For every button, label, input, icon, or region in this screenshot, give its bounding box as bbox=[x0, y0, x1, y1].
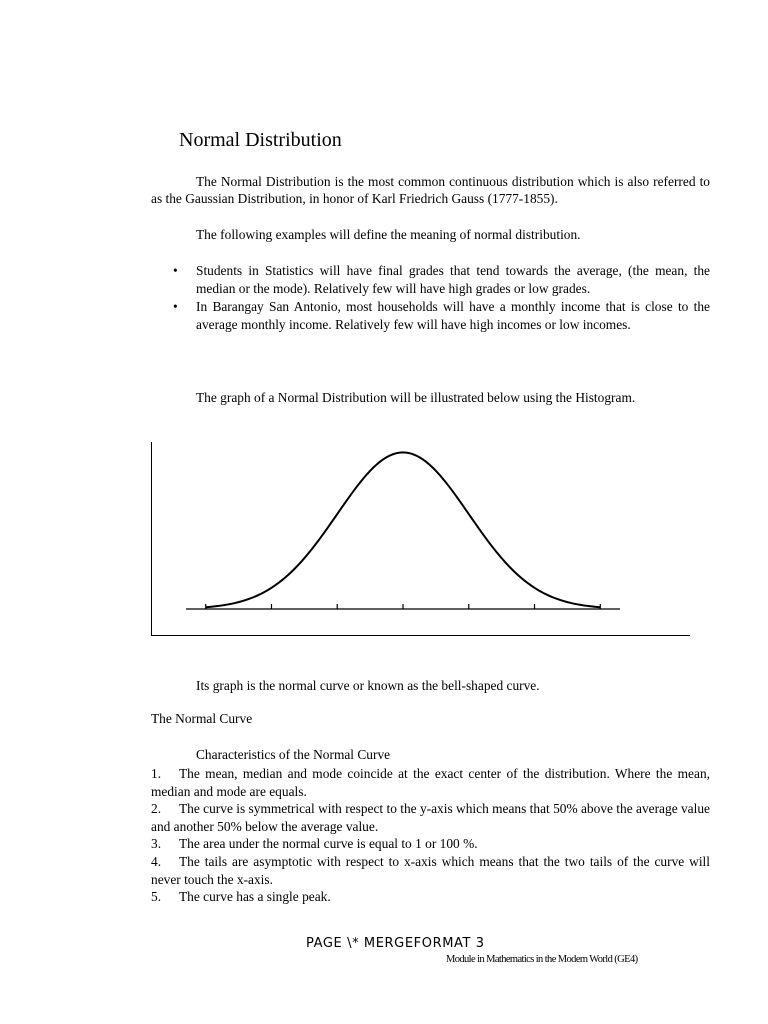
list-item bbox=[151, 853, 710, 888]
intro-paragraph: The Normal Distribution is the most common continuous distribution which is also referred to as the Gaussian Distribution, in honor of Karl Friedrich Gauss (1777-1855). bbox=[151, 174, 710, 206]
item-number: 3. bbox=[151, 836, 162, 852]
characteristics-heading: Characteristics of the Normal Curve bbox=[196, 747, 391, 762]
list-item bbox=[151, 765, 710, 800]
list-item bbox=[151, 298, 710, 333]
section-title: The Normal Curve bbox=[151, 711, 253, 726]
item-text: The mean, median and mode coincide at the exact center of the distribution. Where the mean, median and mode are equals. bbox=[151, 766, 710, 799]
example-text: Students in Statistics will have final grades that tend towards the average, (the mean, the median or the mode). Relatively few will have high grades or low grades. bbox=[196, 263, 710, 296]
list-item bbox=[151, 888, 710, 906]
tick-group bbox=[206, 604, 601, 609]
examples-lead-paragraph: The following examples will define the meaning of normal distribution. bbox=[196, 227, 581, 242]
list-item bbox=[151, 800, 710, 835]
bell-curve bbox=[206, 452, 601, 607]
item-number: 5. bbox=[151, 889, 162, 905]
item-text: The tails are asymptotic with respect to x-axis which means that the two tails of the curve will never touch the x-axis. bbox=[151, 853, 710, 887]
normal-distribution-chart bbox=[150, 440, 692, 640]
item-text: The curve is symmetrical with respect to the y-axis which means that 50% above the average value and another 50% below the average value. bbox=[151, 801, 710, 834]
item-number: 1. bbox=[151, 766, 162, 781]
item-number: 2. bbox=[151, 801, 162, 817]
item-text: The area under the normal curve is equal to 1 or 100 %. bbox=[179, 836, 478, 852]
bullet-icon: • bbox=[173, 299, 178, 314]
characteristics-list bbox=[151, 765, 710, 906]
footer-module-title: Module in Mathematics in the Modern World (GE4) bbox=[446, 954, 638, 965]
chart-svg bbox=[150, 440, 692, 640]
bullet-icon: • bbox=[173, 263, 178, 278]
example-text: In Barangay San Antonio, most households will have a monthly income that is close to the average monthly income. Relatively few will have high incomes or low incomes. bbox=[196, 299, 710, 332]
item-text: The curve has a single peak. bbox=[179, 889, 331, 905]
item-number: 4. bbox=[151, 853, 162, 869]
curve-caption: Its graph is the normal curve or known as the bell-shaped curve. bbox=[196, 678, 540, 693]
footer-page-field: PAGE \* MERGEFORMAT 3 bbox=[306, 936, 485, 951]
graph-intro-paragraph: The graph of a Normal Distribution will be illustrated below using the Histogram. bbox=[196, 390, 636, 405]
list-item bbox=[151, 262, 710, 297]
examples-list bbox=[151, 262, 710, 334]
page-title: Normal Distribution bbox=[179, 129, 342, 151]
list-item bbox=[151, 835, 710, 853]
